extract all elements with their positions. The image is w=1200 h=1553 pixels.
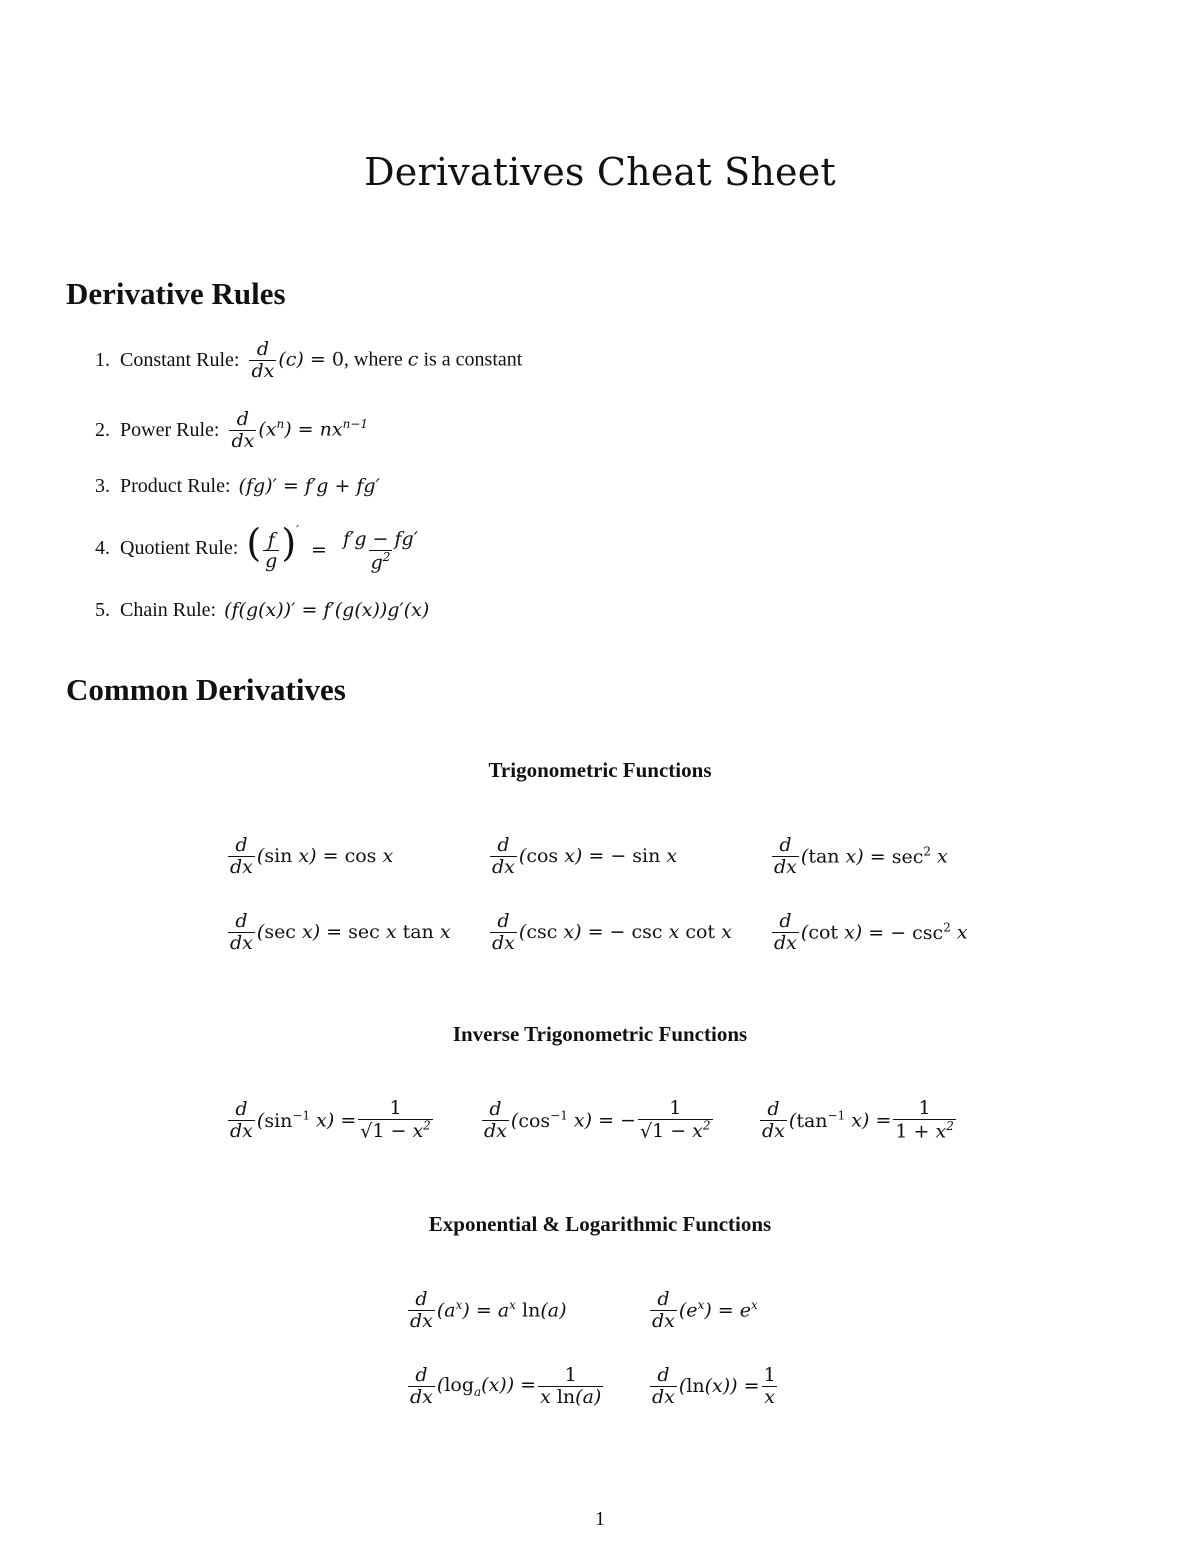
- formula-d-arccos: $\frac{d}{dx}$ ($\cos^{-1}$ x) = − $\frac{1}{√1 - x^2}$: [484, 1096, 711, 1143]
- rule-label: Quotient Rule:: [120, 536, 239, 559]
- subheading-trig: Trigonometric Functions: [488, 758, 712, 782]
- formula-d-arctan: $\frac{d}{dx}$ ($\tan^{-1}$ x) = $\frac{1}{1 + x^2}$: [762, 1096, 954, 1143]
- rule-label: Constant Rule:: [120, 348, 240, 371]
- section-heading-common-derivatives: Common Derivatives: [66, 672, 346, 707]
- rule-quotient: [95, 518, 422, 578]
- formula-d-tan: $\frac{d}{dx}$ (tan $x) = \sec^2 x$: [774, 833, 948, 878]
- rule-number: 1.: [95, 348, 110, 371]
- page-title: Derivatives Cheat Sheet: [364, 150, 836, 194]
- formula-d-exp-a: $\frac{d}{dx}$ $(a^x) = a^x$ ln(a): [410, 1287, 567, 1332]
- rule-number: 4.: [95, 536, 110, 559]
- formula-d-csc: $\frac{d}{dx}$ (csc x) = − csc x cot x: [492, 909, 732, 954]
- rule-label: Chain Rule:: [120, 598, 217, 621]
- formula-d-exp-e: $\frac{d}{dx}$ $(e^x) = e^x$: [652, 1287, 758, 1332]
- formula-d-ln: $\frac{d}{dx}$ (ln(x)) = $\frac{1}{x}$: [652, 1363, 776, 1408]
- rule-formula: $\frac{d}{dx}$ $(x^n) = nx^{n-1}$: [231, 407, 368, 452]
- formula-d-cos: $\frac{d}{dx}$ (cos x) = − sin x: [492, 833, 678, 878]
- rule-formula: $\frac{d}{dx}$ (c) = 0, where c is a constant: [251, 337, 523, 382]
- rule-number: 5.: [95, 598, 110, 621]
- rule-power: [95, 400, 368, 460]
- rule-product: [95, 456, 380, 516]
- rule-constant: [95, 330, 522, 390]
- rule-formula: (fg)′ = f′g + fg′: [238, 475, 380, 497]
- rule-label: Product Rule:: [120, 474, 231, 497]
- formula-d-arcsin: $\frac{d}{dx}$ ($\sin^{-1}$ x) = $\frac{1}{√1 - x^2}$: [230, 1096, 431, 1143]
- rule-number: 3.: [95, 474, 110, 497]
- subheading-inverse-trig: Inverse Trigonometric Functions: [452, 1022, 748, 1046]
- rule-number: 2.: [95, 418, 110, 441]
- rule-formula: (f(g(x))′ = f′(g(x))g′(x): [224, 599, 430, 621]
- section-heading-derivative-rules: Derivative Rules: [66, 276, 286, 311]
- subheading-exp-log: Exponential & Logarithmic Functions: [428, 1212, 772, 1236]
- formula-d-sin: $\frac{d}{dx}$ (sin x) = cos x: [230, 833, 394, 878]
- rule-formula: ( $\frac{f}{g}$ )′ = $\frac{f'g - fg'}{g^2}$: [246, 520, 419, 574]
- rule-label: Power Rule:: [120, 418, 220, 441]
- rule-chain: [95, 580, 429, 640]
- formula-d-sec: $\frac{d}{dx}$ (sec x) = sec x tan x: [230, 909, 451, 954]
- formula-d-cot: $\frac{d}{dx}$ (cot x) = − $\csc^2 x$: [774, 909, 968, 954]
- formula-d-log-a: $\frac{d}{dx}$ $(\log_a(x))$ = $\frac{1}{\text{x ln(a)}}$: [410, 1363, 602, 1408]
- page-number: 1: [595, 1508, 605, 1530]
